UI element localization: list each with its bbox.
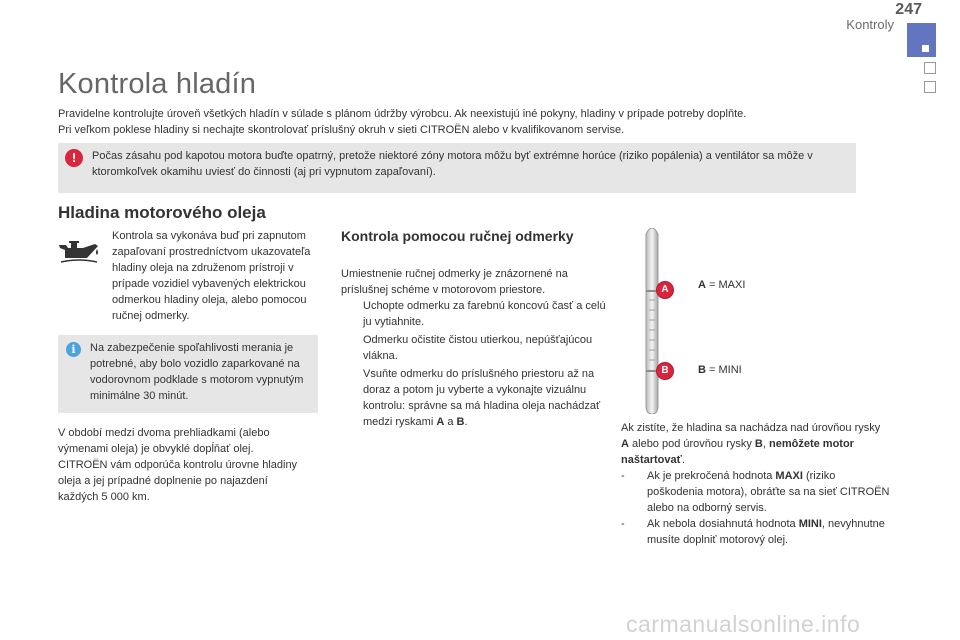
intro-line: Pravidelne kontrolujte úroveň všetkých hladín v súlade s plánom údržby výrobcu. Ak neexistujú iné pokyny, hladiny v prípade potreby doplňte. <box>58 108 747 120</box>
step-text: Odmerku očistite čistou utierkou, nepúšťajúcou vlákna. <box>363 334 593 362</box>
list-item <box>621 516 891 548</box>
interval-text: V období medzi dvoma prehliadkami (alebo výmenami oleja) je obvyklé dopĺňať olej. CITROËN vám odporúča kontrolu úrovne hladiny oleja a jej prípadné doplnenie po najazdení každých 5 000 km. <box>58 427 298 503</box>
dipstick-intro: Umiestnenie ručnej odmerky je znázornené na príslušnej schéme v motorovom priestore. <box>341 268 568 296</box>
warning-exclamation-icon: ! <box>65 149 83 167</box>
text: , nevyhnutne musíte doplniť motorový olej. <box>647 518 885 546</box>
chapter-tab[interactable] <box>924 62 936 74</box>
mark-a-ref: A <box>621 438 629 450</box>
emphasis-text: nemôžete motor naštartovať <box>621 438 854 466</box>
marker-a-key: A <box>698 279 706 291</box>
result-text <box>621 420 891 548</box>
result-paragraph <box>621 420 891 468</box>
result-list <box>621 468 891 548</box>
text: Ak je prekročená hodnota <box>647 470 776 482</box>
section-title: Hladina motorového oleja <box>58 203 266 222</box>
oil-check-text: Kontrola sa vykonáva buď pri zapnutom zapaľovaní prostredníctvom ukazovateľa hladiny oleja na združenom prístroji v prípade vozidiel vybavených elektrickou odmerkou hladiny oleja, alebo pomocou ručnej odmerky. <box>112 230 311 322</box>
page-title: Kontrola hladín <box>58 68 257 100</box>
text: , <box>762 438 769 450</box>
warning-text: Počas zásahu pod kapotou motora buďte opatrný, pretože niektoré zóny motora môžu byť extrémne horúce (riziko popálenia) a ventilátor sa môže v ktoromkoľvek okamihu uviesť do činnosti (aj pri vypnutom zapaľovaní). <box>92 150 813 178</box>
step-text: . <box>464 416 468 428</box>
text: Ak nebola dosiahnutá hodnota <box>647 518 799 530</box>
dash-marker: - <box>621 518 625 530</box>
step-text: Vsuňte odmerku do príslušného priestoru až na doraz a potom ju vyberte a vykonajte vizuálnu kontrolu: správne sa má hladina oleja nachádzať medzi ryskami <box>363 368 601 428</box>
emphasis-text: MINI <box>798 518 822 530</box>
marker-b-label <box>698 364 742 376</box>
info-text: Na zabezpečenie spoľahlivosti merania je potrebné, aby bolo vozidlo zaparkované na vodorovnom podklade s motorom vypnutým minimálne 30 minút. <box>90 342 304 402</box>
dash-marker: - <box>621 470 625 482</box>
intro-text <box>58 106 918 138</box>
info-icon: i <box>66 342 81 357</box>
chapter-title: Kontroly <box>846 17 894 32</box>
text: alebo pod úrovňou rysky <box>628 438 755 450</box>
text: Ak zistíte, že hladina sa nachádza nad úrovňou rysky <box>621 422 881 434</box>
text: (riziko poškodenia motora), obráťte sa na sieť CITROËN alebo na odborný servis. <box>647 470 890 514</box>
mark-b-ref: B <box>754 438 763 450</box>
marker-b-value: = MINI <box>705 364 742 376</box>
list-item <box>341 366 611 430</box>
marker-a-label <box>698 279 745 291</box>
watermark: carmanualsonline.info <box>626 611 861 637</box>
step-text: Uchopte odmerku za farebnú koncovú časť a celú ju vytiahnite. <box>363 300 606 328</box>
oil-can-icon <box>57 236 101 264</box>
list-item <box>341 298 611 330</box>
info-box <box>58 335 318 413</box>
tab-dot-icon <box>922 45 929 52</box>
mark-a-ref: A <box>436 416 445 428</box>
mark-b-ref: B <box>456 416 465 428</box>
emphasis-text: MAXI <box>775 470 803 482</box>
subsection-title: Kontrola pomocou ručnej odmerky <box>341 228 574 244</box>
marker-b-key: B <box>698 364 706 376</box>
dipstick-illustration <box>638 228 666 414</box>
page-number: 247 <box>895 1 922 18</box>
marker-b-badge: B <box>656 362 674 380</box>
marker-a-value: = MAXI <box>705 279 746 291</box>
step-text: a <box>444 416 457 428</box>
chapter-tab-active[interactable] <box>907 23 936 57</box>
list-item <box>341 332 611 364</box>
text: . <box>681 454 685 466</box>
warning-box <box>58 143 856 193</box>
dipstick-steps <box>341 298 611 432</box>
chapter-tab[interactable] <box>924 81 936 93</box>
list-item <box>621 468 891 516</box>
marker-a-badge: A <box>656 281 674 299</box>
intro-line: Pri veľkom poklese hladiny si nechajte skontrolovať príslušný okruh v sieti CITROËN alebo v kvalifikovanom servise. <box>58 124 625 136</box>
